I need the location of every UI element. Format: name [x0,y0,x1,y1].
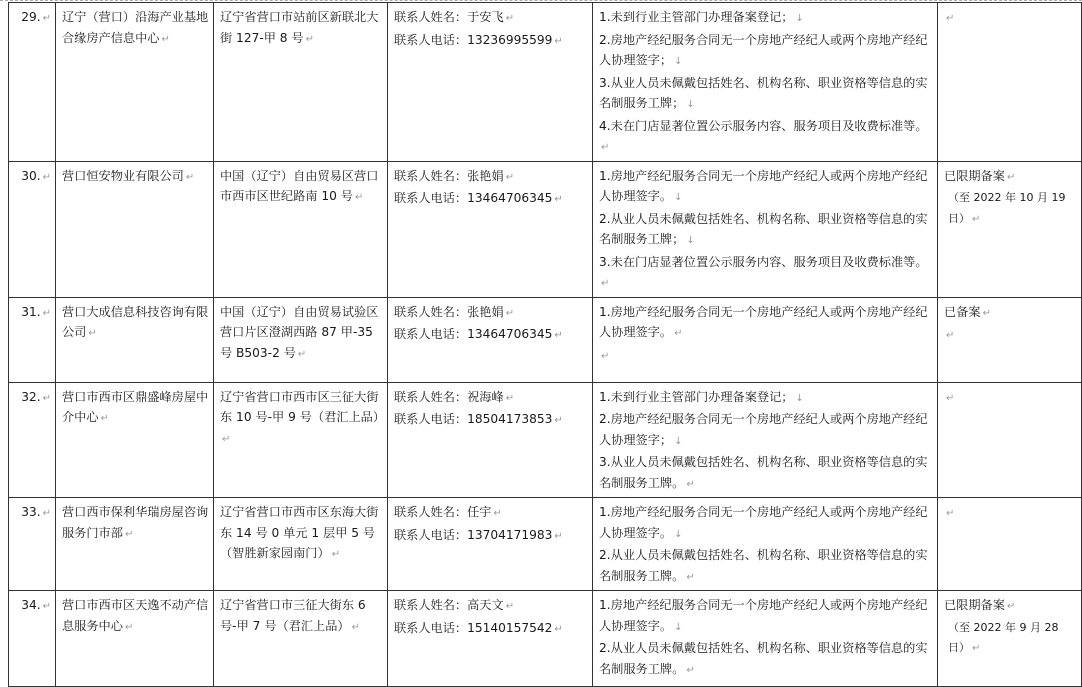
paragraph-mark-icon: ↵ [42,392,51,404]
company-address: 辽宁省营口市三征大街东 6 号-甲 7 号（君汇上品） ↵ [220,598,366,633]
company-name: 营口市西市区鼎盛峰房屋中介中心 [62,389,209,424]
line-break-icon: ↓ [674,435,683,447]
issue-item: 2.从业人员未佩戴包括姓名、机构名称、职业资格等信息的实名制服务工牌。 ↵ [599,548,928,583]
row-number-cell [9,161,56,297]
paragraph-mark-icon: ↵ [42,601,51,612]
paragraph-mark-icon: ↵ [601,142,610,153]
paragraph-mark-icon: ↵ [124,528,134,540]
company-name: 营口西市保利华瑞房屋咨询服务门市部 [62,505,209,540]
paragraph-mark-icon: ↵ [88,328,97,339]
line-break-icon: ↓ [686,235,695,246]
table-row [9,297,1082,382]
paragraph-mark-icon: ↵ [222,433,231,445]
row-number: 31. [21,304,41,319]
line-break-icon: ↓ [686,99,695,110]
paragraph-mark-icon: ↵ [42,508,51,519]
paragraph-mark-icon: ↵ [601,350,610,362]
status-cell [938,382,1082,498]
company-name-cell [56,382,214,498]
paragraph-mark-icon: ↵ [554,35,563,47]
paragraph-mark-icon: ↵ [505,171,515,183]
contact-phone: 联系人电话：18504173853 ↵ [394,412,563,426]
company-address: 中国（辽宁）自由贸易试验区营口片区澄湖西路 87 甲-35 号 B503-2 号 ↵ [220,304,379,360]
address-cell [214,498,388,591]
address-cell [214,591,388,687]
address-cell [214,382,388,498]
row-number: 32. [21,389,41,404]
issue-item: 4.未在门店显著位置公示服务内容、服务项目及收费标准等。↵ [599,118,928,153]
contact-cell [388,161,593,297]
issues-cell [593,161,938,297]
contact-name: 联系人姓名：祝海峰 ↵ [394,389,515,404]
company-address-extra: （智胜新家园南门） ↵ [220,546,341,560]
issue-item: 3.从业人员未佩戴包括姓名、机构名称、职业资格等信息的实名制服务工牌。 ↵ [599,455,928,490]
filing-deadline: （至 2022 年 10 月 19 日） ↵ [948,191,1066,225]
table-row [9,382,1082,498]
contact-cell [388,498,593,591]
contact-cell [388,382,593,498]
paragraph-mark-icon: ↵ [946,13,955,24]
row-number-cell [9,382,56,498]
paragraph-mark-icon: ↵ [505,392,515,404]
table-row [9,161,1082,297]
status-cell [938,297,1082,382]
row-number-cell [9,3,56,162]
row-number: 33. [21,505,41,519]
address-cell [214,297,388,382]
contact-cell [388,591,593,687]
issue-item: 2.房地产经纪服务合同无一个房地产经纪人或两个房地产经纪人协理签字； ↓ [599,32,928,67]
contact-phone: 联系人电话：13464706345 ↵ [394,191,563,205]
paragraph-mark-icon: ↵ [554,623,563,635]
address-cell [214,3,388,162]
paragraph-mark-icon: ↵ [505,307,515,319]
status-cell [938,161,1082,297]
issue-item: 3.未在门店显著位置公示服务内容、服务项目及收费标准等。↵ [599,254,928,289]
line-break-icon: ↓ [674,192,683,203]
company-address: 中国（辽宁）自由贸易区营口市西市区世纪路南 10 号 ↵ [220,168,379,203]
address-cell [214,161,388,297]
contact-name: 联系人姓名：于安飞 ↵ [394,10,515,24]
paragraph-mark-icon: ↵ [946,392,955,404]
company-address: 辽宁省营口市西市区三征大街东 10 号-甲 9 号（君汇上品）↵ [220,389,386,445]
paragraph-mark-icon: ↵ [185,171,195,183]
paragraph-mark-icon: ↵ [674,328,683,339]
issue-item: 2.从业人员未佩戴包括姓名、机构名称、职业资格等信息的实名制服务工牌。 ↵ [599,641,928,676]
filing-status: 已备案 ↵ [944,304,991,319]
line-break-icon: ↓ [674,621,683,633]
paragraph-mark-icon: ↵ [972,213,981,225]
issues-cell [593,591,938,687]
row-number-cell [9,498,56,591]
company-name-cell [56,3,214,162]
status-cell [938,3,1082,162]
line-break-icon: ↓ [674,56,683,67]
company-name: 营口恒安物业有限公司 [62,168,184,183]
paragraph-mark-icon: ↵ [493,508,502,519]
issue-item: 2.房地产经纪服务合同无一个房地产经纪人或两个房地产经纪人协理签字； ↓ [599,412,928,447]
contact-phone: 联系人电话：13464706345 ↵ [394,327,563,341]
filing-deadline: （至 2022 年 9 月 28 日） ↵ [948,620,1059,654]
issue-item: 1.房地产经纪服务合同无一个房地产经纪人或两个房地产经纪人协理签字。 ↓ [599,168,928,203]
company-name-cell [56,161,214,297]
paragraph-mark-icon: ↵ [554,330,563,341]
table-body [9,3,1082,687]
paragraph-mark-icon: ↵ [982,307,991,319]
paragraph-mark-icon: ↵ [601,278,610,289]
issue-item: 1.房地产经纪服务合同无一个房地产经纪人或两个房地产经纪人协理签字。 ↵ [599,304,928,339]
row-number: 29. [21,10,41,24]
paragraph-mark-icon: ↵ [505,13,515,24]
paragraph-mark-icon: ↵ [505,601,515,612]
contact-name: 联系人姓名：张艳娟 ↵ [394,304,515,319]
paragraph-mark-icon: ↵ [946,508,955,519]
paragraph-mark-icon: ↵ [972,643,981,654]
contact-name: 联系人姓名：张艳娟 ↵ [394,168,515,183]
contact-name: 联系人姓名：任宇 ↵ [394,505,502,519]
paragraph-mark-icon: ↵ [100,413,109,424]
company-name-cell [56,591,214,687]
company-address: 辽宁省营口市站前区新联北大街 127-甲 8 号 ↵ [220,10,379,45]
company-name: 营口大成信息科技咨询有限公司 [62,304,209,339]
paragraph-mark-icon: ↵ [554,415,563,426]
row-number: 34. [21,598,41,612]
issue-item: 3.从业人员未佩戴包括姓名、机构名称、职业资格等信息的实名制服务工牌； ↓ [599,75,928,110]
paragraph-mark-icon: ↵ [1006,601,1016,612]
issues-cell [593,3,938,162]
paragraph-mark-icon: ↵ [554,194,563,205]
row-number-cell [9,591,56,687]
row-number: 30. [21,168,41,183]
contact-phone: 联系人电话：15140157542 ↵ [394,620,563,635]
company-name: 营口市西市区天逸不动产信息服务中心 [62,598,209,633]
contact-phone: 联系人电话：13236995599 ↵ [394,32,563,47]
issues-cell [593,382,938,498]
table-row [9,498,1082,591]
paragraph-mark-icon: ↵ [554,530,563,542]
paragraph-mark-icon: ↵ [42,13,51,24]
contact-cell [388,3,593,162]
company-address: 辽宁省营口市西市区东海大街东 14 号 0 单元 1 层甲 5 号 [220,505,379,540]
paragraph-mark-icon: ↵ [686,571,695,583]
paragraph-mark-icon: ↵ [351,621,360,633]
filing-status: 已限期备案 ↵ [944,598,1016,612]
issue-item: 1.房地产经纪服务合同无一个房地产经纪人或两个房地产经纪人协理签字。 ↓ [599,505,928,540]
company-name: 辽宁（营口）沿海产业基地合缘房产信息中心 [62,10,209,45]
contact-cell [388,297,593,382]
filing-status: 已限期备案 ↵ [944,168,1016,183]
table-row [9,3,1082,162]
contact-phone: 联系人电话：13704171983 ↵ [394,527,563,542]
table-row [9,591,1082,687]
paragraph-mark-icon: ↵ [161,33,170,45]
paragraph-mark-icon: ↵ [354,192,364,203]
paragraph-mark-icon: ↵ [331,549,341,560]
issue-item: 2.从业人员未佩戴包括姓名、机构名称、职业资格等信息的实名制服务工牌； ↓ [599,211,928,246]
contact-name: 联系人姓名：高天文 ↵ [394,598,515,612]
paragraph-mark-icon: ↵ [946,330,955,341]
issue-item: 1.未到行业主管部门办理备案登记； ↓ [599,389,804,404]
issues-cell [593,498,938,591]
status-cell [938,498,1082,591]
paragraph-mark-icon: ↵ [42,171,51,183]
issue-item: 1.房地产经纪服务合同无一个房地产经纪人或两个房地产经纪人协理签字。 ↓ [599,598,928,633]
empty-paragraph [944,324,1077,347]
paragraph-mark-icon: ↵ [686,664,695,676]
paragraph-mark-icon: ↵ [124,621,134,633]
line-break-icon: ↓ [674,528,683,540]
paragraph-mark-icon: ↵ [305,33,314,45]
row-number-cell [9,297,56,382]
paragraph-mark-icon: ↵ [686,478,695,490]
empty-paragraph [599,345,933,368]
company-name-cell [56,498,214,591]
issues-cell [593,297,938,382]
inspection-results-table [8,2,1082,687]
company-name-cell [56,297,214,382]
paragraph-mark-icon: ↵ [1006,171,1016,183]
status-cell [938,591,1082,687]
paragraph-mark-icon: ↵ [42,307,51,319]
issue-item: 1.未到行业主管部门办理备案登记； ↓ [599,10,804,24]
line-break-icon: ↓ [795,392,804,404]
paragraph-mark-icon: ↵ [297,348,307,360]
line-break-icon: ↓ [795,13,804,24]
